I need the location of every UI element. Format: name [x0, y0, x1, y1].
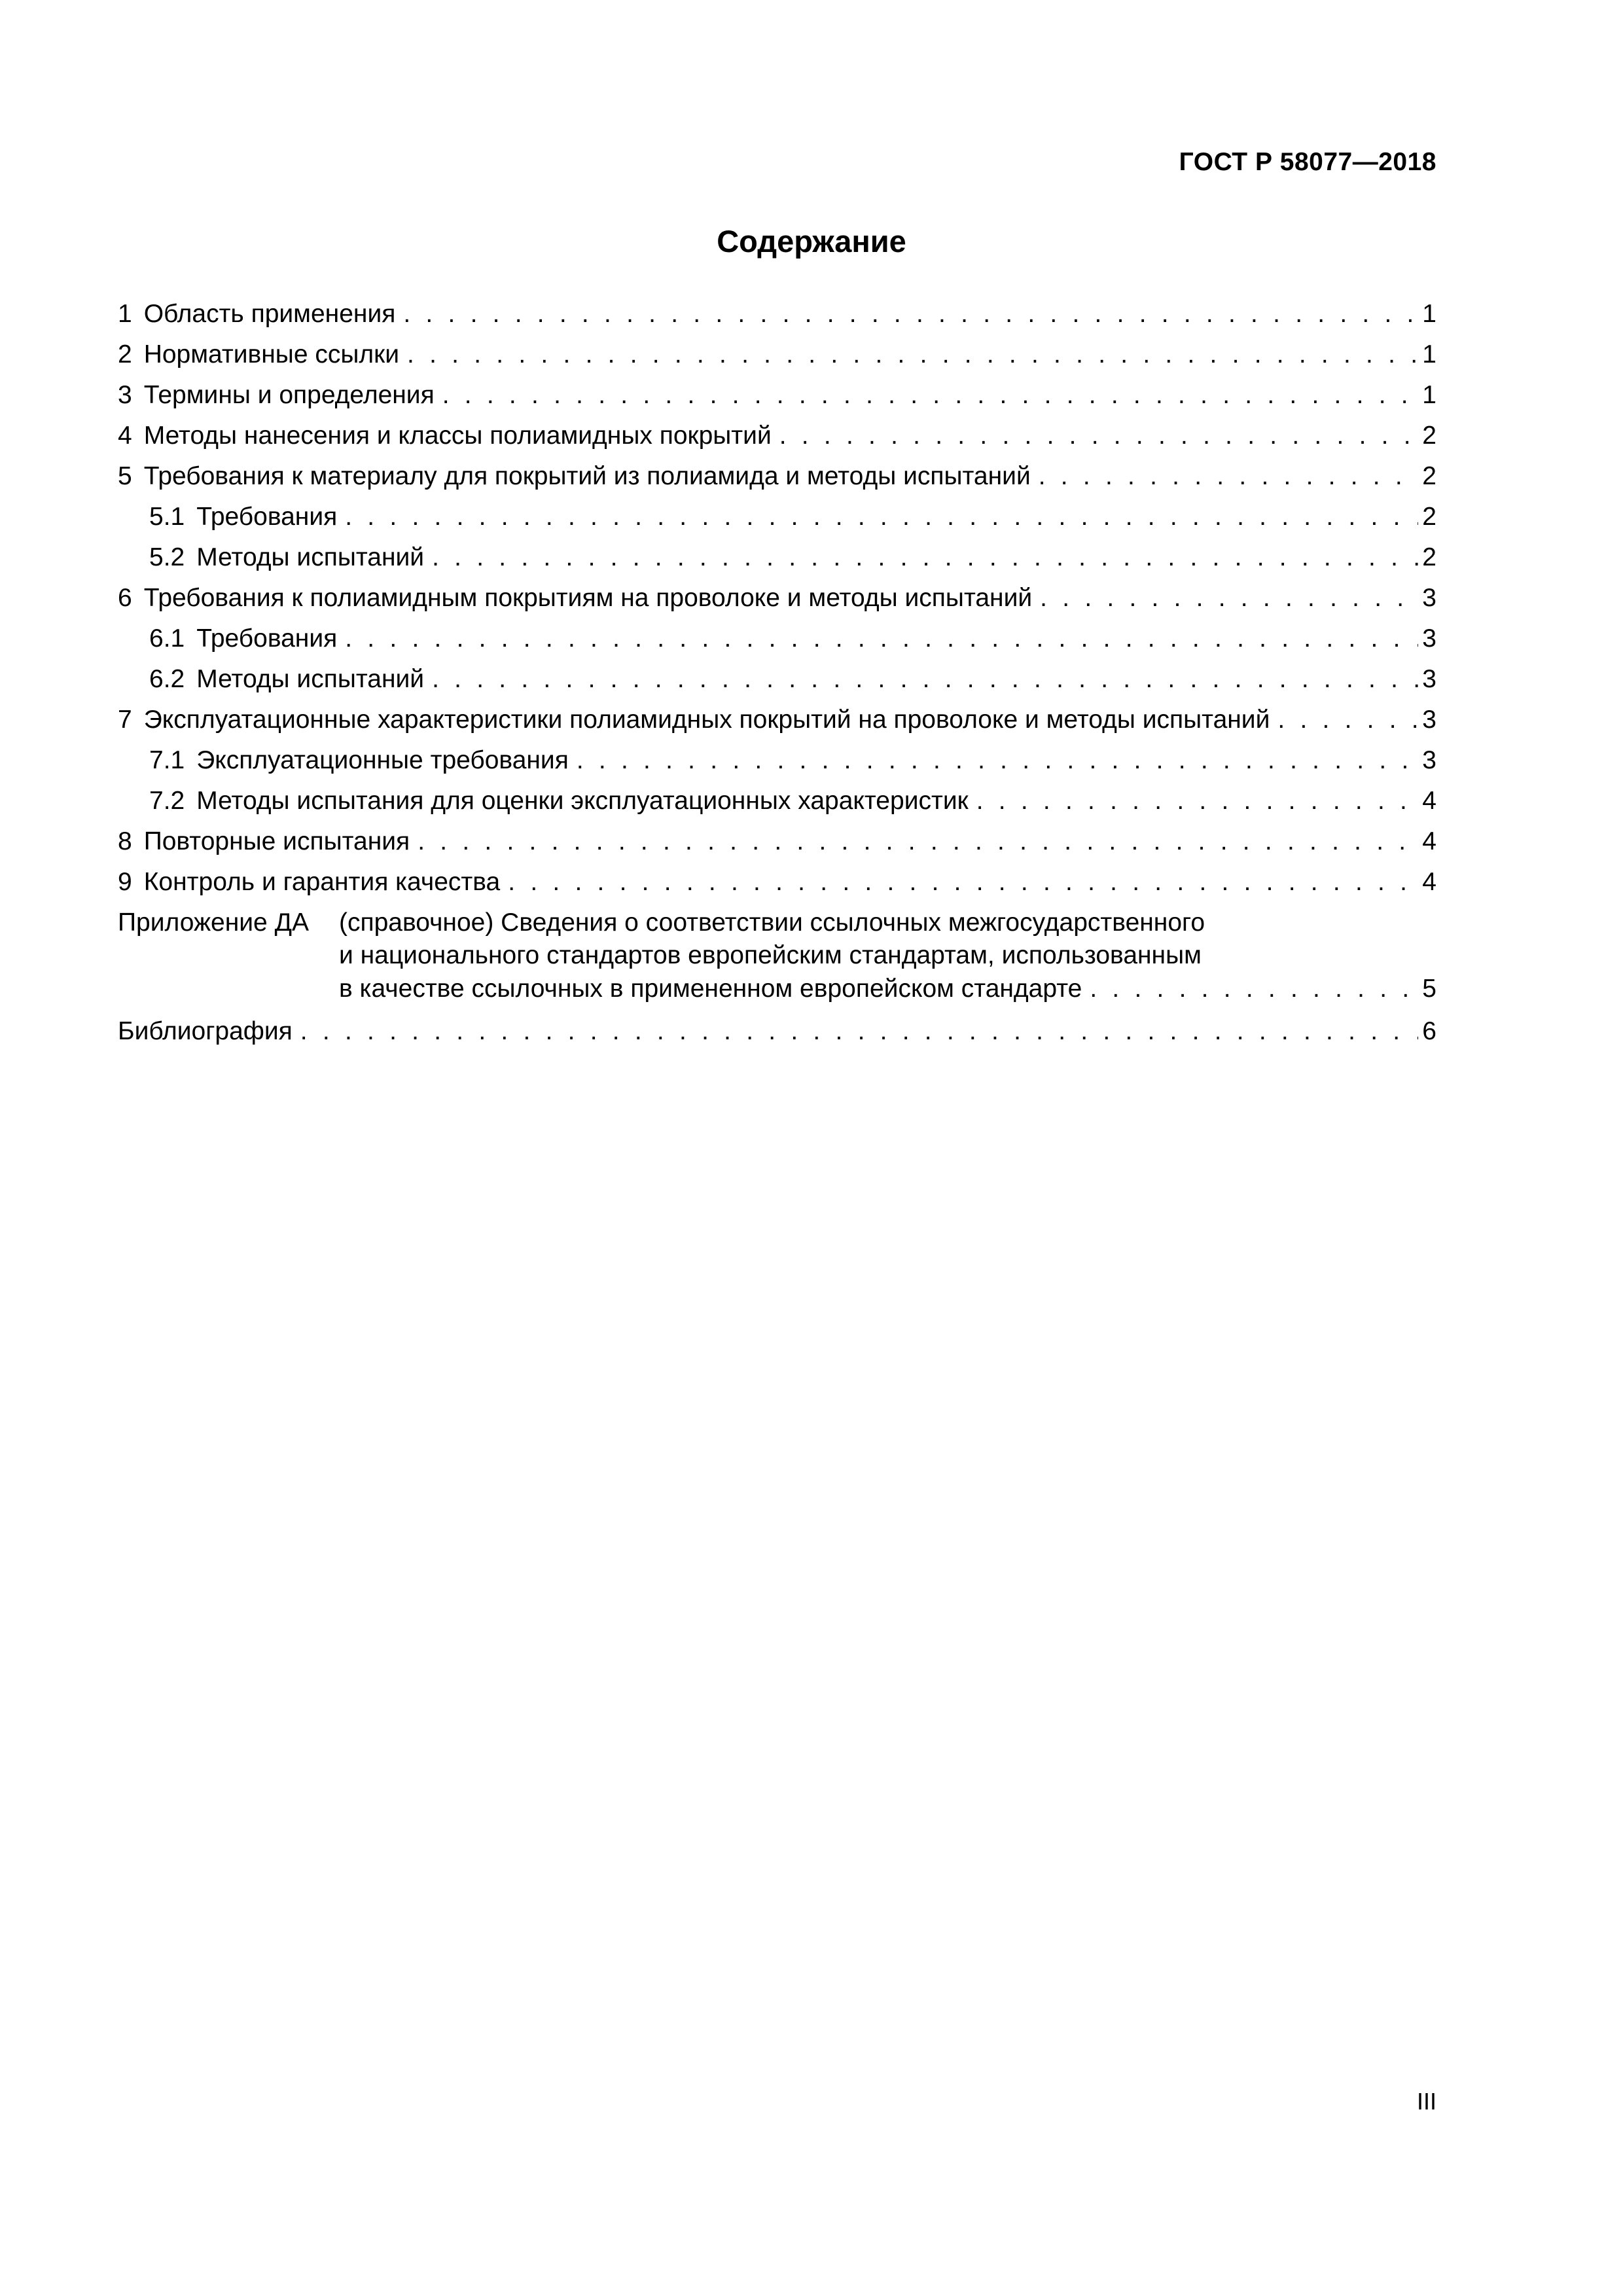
toc-entry-page: 1	[1422, 380, 1436, 409]
toc-dot-leader	[345, 504, 1418, 529]
toc-entry-number: 1	[118, 299, 132, 328]
toc-entry[interactable]	[118, 415, 1436, 456]
toc-subentry[interactable]	[118, 658, 1436, 699]
appendix-line	[118, 971, 1436, 1005]
toc-bibliography-entry[interactable]	[118, 1011, 1436, 1051]
toc-entry-title: Методы испытаний	[196, 664, 425, 693]
toc-entry-number: 6.2	[149, 664, 185, 693]
toc-entry-number: 5.2	[149, 543, 185, 571]
toc-subentry[interactable]	[118, 496, 1436, 537]
toc-entry-title: Эксплуатационные характеристики полиамидных покрытий на проволоке и методы испытаний	[143, 705, 1270, 734]
toc-entry[interactable]	[118, 374, 1436, 415]
toc-entry-page: 6	[1422, 1016, 1436, 1045]
toc-entry-number: 2	[118, 340, 132, 368]
toc-entry-page: 3	[1422, 745, 1436, 774]
toc-subentry[interactable]	[118, 618, 1436, 658]
toc-entry-page: 5	[1422, 974, 1436, 1003]
document-code: ГОСТ Р 58077—2018	[1179, 148, 1436, 176]
toc-entry-page: 3	[1422, 664, 1436, 693]
toc-dot-leader	[442, 382, 1419, 408]
toc-subentry[interactable]	[118, 537, 1436, 577]
toc-entry-title: Нормативные ссылки	[143, 340, 399, 368]
toc-entry-number: 9	[118, 867, 132, 896]
toc-dot-leader	[1040, 585, 1418, 611]
toc-dot-leader	[976, 788, 1419, 814]
toc-entry-title: Термины и определения	[143, 380, 435, 409]
toc-entry-page: 2	[1422, 461, 1436, 490]
appendix-title-line-1: (справочное) Сведения о соответствии ссылочных межгосударственного	[339, 908, 1205, 937]
toc-entry-page: 4	[1422, 867, 1436, 896]
toc-entry[interactable]	[118, 821, 1436, 861]
toc-dot-leader	[418, 829, 1418, 854]
toc-entry-number: 7	[118, 705, 132, 734]
toc-entry[interactable]	[118, 456, 1436, 496]
appendix-line	[118, 906, 1436, 939]
toc-entry-title: Требования	[196, 624, 338, 653]
toc-entry[interactable]	[118, 334, 1436, 374]
toc-entry-title: Контроль и гарантия качества	[143, 867, 501, 896]
toc-entry[interactable]	[118, 577, 1436, 618]
toc-dot-leader	[577, 747, 1418, 773]
toc-subentry[interactable]	[118, 780, 1436, 821]
toc-entry-title: Требования к материалу для покрытий из полиамида и методы испытаний	[143, 461, 1031, 490]
toc-dot-leader	[1039, 463, 1419, 489]
table-of-contents	[118, 293, 1436, 1051]
toc-entry-page: 4	[1422, 827, 1436, 855]
toc-entry-page: 1	[1422, 340, 1436, 368]
toc-entry[interactable]	[118, 699, 1436, 740]
toc-entry[interactable]	[118, 861, 1436, 902]
toc-dot-leader	[345, 626, 1418, 651]
toc-entry-page: 3	[1422, 624, 1436, 653]
toc-entry-page: 4	[1422, 786, 1436, 815]
toc-entry-number: 3	[118, 380, 132, 409]
toc-entry-number: 4	[118, 421, 132, 450]
toc-dot-leader	[432, 545, 1418, 570]
toc-entry[interactable]	[118, 293, 1436, 334]
appendix-title-line-3: в качестве ссылочных в примененном европейском стандарте	[339, 974, 1082, 1003]
toc-entry-number: 5.1	[149, 502, 185, 531]
toc-dot-leader	[432, 666, 1418, 692]
toc-dot-leader	[407, 342, 1418, 367]
appendix-label: Приложение ДА	[118, 908, 310, 937]
toc-dot-leader	[1277, 707, 1418, 732]
toc-entry-title: Методы нанесения и классы полиамидных покрытий	[143, 421, 772, 450]
toc-entry-page: 3	[1422, 705, 1436, 734]
appendix-title-line-2: и национального стандартов европейским стандартам, использованным	[339, 941, 1202, 969]
toc-dot-leader	[1090, 976, 1418, 1001]
page-number: III	[1416, 2088, 1436, 2115]
toc-entry-title: Методы испытания для оценки эксплуатационных характеристик	[196, 786, 969, 815]
toc-entry-title: Библиография	[118, 1016, 293, 1045]
toc-entry-page: 2	[1422, 502, 1436, 531]
appendix-line	[118, 939, 1436, 971]
toc-subentry[interactable]	[118, 740, 1436, 780]
toc-dot-leader	[508, 869, 1418, 895]
toc-entry-page: 3	[1422, 583, 1436, 612]
toc-dot-leader	[300, 1018, 1419, 1044]
toc-title: Содержание	[717, 224, 906, 259]
toc-entry-page: 2	[1422, 543, 1436, 571]
toc-appendix-entry[interactable]	[118, 906, 1436, 1005]
toc-entry-title: Методы испытаний	[196, 543, 425, 571]
toc-entry-title: Область применения	[143, 299, 396, 328]
toc-entry-page: 2	[1422, 421, 1436, 450]
toc-entry-number: 7.2	[149, 786, 185, 815]
toc-entry-number: 6.1	[149, 624, 185, 653]
toc-dot-leader	[779, 423, 1419, 448]
toc-entry-number: 6	[118, 583, 132, 612]
toc-dot-leader	[403, 301, 1418, 327]
toc-entry-title: Требования к полиамидным покрытиям на проволоке и методы испытаний	[143, 583, 1033, 612]
toc-entry-number: 7.1	[149, 745, 185, 774]
toc-entry-page: 1	[1422, 299, 1436, 328]
toc-entry-title: Эксплуатационные требования	[196, 745, 569, 774]
toc-entry-number: 8	[118, 827, 132, 855]
toc-entry-title: Требования	[196, 502, 338, 531]
toc-entry-number: 5	[118, 461, 132, 490]
toc-entry-title: Повторные испытания	[143, 827, 410, 855]
